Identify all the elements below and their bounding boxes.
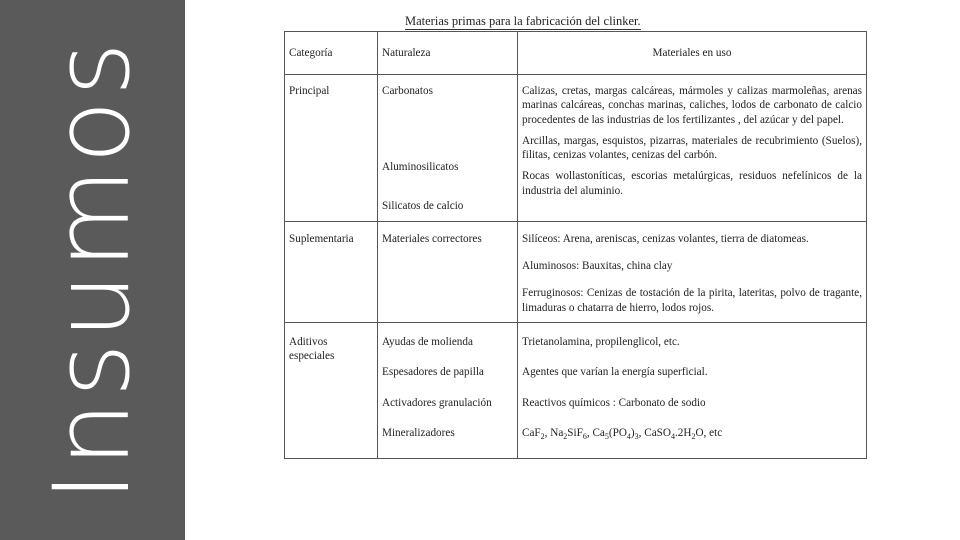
chemical-formula-list: CaF$_2$, $Na_2SiF_6$, $Ca_5(PO_4)_3$, $CaSO_4.2H_2O$, etc xyxy=(522,426,723,442)
material-description: Trietanolamina, propilenglicol, etc. xyxy=(522,336,680,349)
header-category: Categoría xyxy=(285,32,378,75)
nature-cell xyxy=(378,221,518,322)
material-description: Agentes que varían la energía superficial. xyxy=(522,366,708,379)
category-cell: Principal xyxy=(285,75,378,222)
table-header-row xyxy=(285,32,867,75)
nature-item: Ayudas de molienda xyxy=(382,336,473,349)
table-row xyxy=(285,221,867,322)
material-description: Rocas wollastoníticas, escorias metalúrgicas, residuos nefelínicos de la industria del aluminio. xyxy=(522,170,862,197)
table-row xyxy=(285,323,867,459)
materials-cell xyxy=(518,75,867,222)
nature-item: Mineralizadores xyxy=(382,426,455,439)
sidebar-panel xyxy=(0,0,185,540)
category-cell: Aditivos especiales xyxy=(285,323,378,459)
document-title: Materias primas para la fabricación del clinker. xyxy=(405,14,641,28)
nature-item: Espesadores de papilla xyxy=(382,366,484,379)
nature-item: Silicatos de calcio xyxy=(382,199,464,212)
material-description: Silíceos: Arena, areniscas, cenizas volantes, tierra de diatomeas. xyxy=(522,232,809,245)
table-row xyxy=(285,75,867,222)
materials-table xyxy=(284,31,867,459)
material-description: Calizas, cretas, margas calcáreas, mármoles y calizas marmoleñas, arenas marinas calcáreas, conchas marinas, caliches, lodos de carbonato de calcio procedentes de las industrias de los fertilizantes , del azúcar y del papel. xyxy=(522,85,862,126)
slide-title: Insumos xyxy=(31,38,153,502)
category-cell: Suplementaria xyxy=(285,221,378,322)
material-description: Aluminosos: Bauxitas, china clay xyxy=(522,260,673,273)
materials-cell xyxy=(518,221,867,322)
header-materials: Materiales en uso xyxy=(518,32,867,75)
nature-item: Carbonatos xyxy=(382,85,433,97)
materials-cell xyxy=(518,323,867,459)
nature-item: Materiales correctores xyxy=(382,232,482,245)
nature-cell xyxy=(378,323,518,459)
material-description: Ferruginosos: Cenizas de tostación de la pirita, lateritas, polvo de tragante, limaduras o chatarra de hierro, lodos rojos. xyxy=(522,287,862,314)
material-description: Arcillas, margas, esquistos, pizarras, materiales de recubrimiento (Suelos), filitas, cenizas volantes, cenizas del carbón. xyxy=(522,134,862,162)
material-description: Reactivos químicos : Carbonato de sodio xyxy=(522,396,706,409)
header-nature: Naturaleza xyxy=(378,32,518,75)
nature-item: Aluminosilicatos xyxy=(382,161,459,174)
nature-item: Activadores granulación xyxy=(382,396,492,409)
nature-cell xyxy=(378,75,518,222)
